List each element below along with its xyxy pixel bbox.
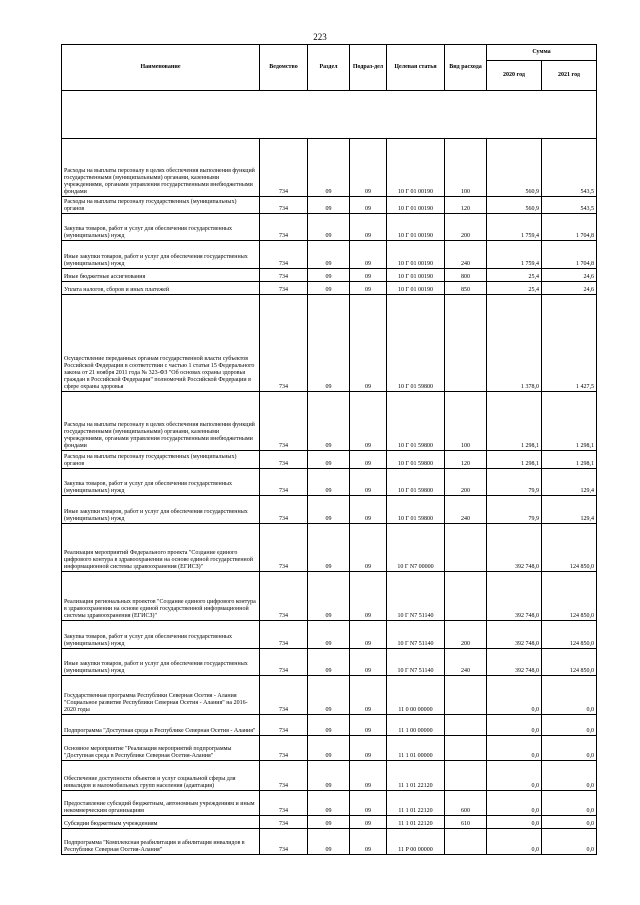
cell-dept: 734: [260, 736, 308, 761]
cell-sub: 09: [350, 736, 387, 761]
cell-name: Обеспечение доступности объектов и услуг социальной сферы для инвалидов и маломобильных групп населения (адаптация): [62, 761, 260, 791]
cell-target: 10 Г N7 51140: [387, 649, 445, 676]
cell-sec: 09: [308, 139, 350, 197]
cell-target: 11 1 01 00000: [387, 736, 445, 761]
cell-name: Подпрограмма "Комплексная реабилитация и абилитация инвалидов в Республике Северная Осетия-Алания": [62, 829, 260, 855]
cell-sec: 09: [308, 572, 350, 621]
cell-sec: 09: [308, 241, 350, 269]
cell-target: 10 Г N7 00000: [387, 524, 445, 572]
cell-target: 11 1 00 00000: [387, 715, 445, 736]
cell-y2021: 129,4: [542, 469, 597, 496]
cell-sub: 09: [350, 295, 387, 392]
cell-dept: 734: [260, 269, 308, 282]
table-body: [62, 139, 597, 855]
cell-dept: 734: [260, 649, 308, 676]
cell-dept: 734: [260, 715, 308, 736]
cell-y2020: 392 748,0: [487, 524, 542, 572]
cell-y2020: 79,9: [487, 496, 542, 524]
cell-type: 600: [445, 791, 487, 816]
cell-name: Осуществление переданных органам государственной власти субъектов Российской Федерации в соответствии с частью 1 статьи 15 Федерального закона от 21 ноября 2011 года № 323-ФЗ "Об основах охраны здоровья граждан в Российской Федерации" полномочий Российской Федерации в сфере охраны здоровья: [62, 295, 260, 392]
cell-sec: 09: [308, 392, 350, 451]
cell-sec: 09: [308, 496, 350, 524]
table-row: [62, 736, 597, 761]
cell-y2020: 1 378,0: [487, 295, 542, 392]
cell-y2021: 124 850,0: [542, 572, 597, 621]
cell-target: 10 Г 01 59800: [387, 469, 445, 496]
cell-sub: 09: [350, 214, 387, 241]
cell-y2021: 0,0: [542, 791, 597, 816]
table-row: [62, 649, 597, 676]
cell-sec: 09: [308, 451, 350, 469]
cell-type: 200: [445, 469, 487, 496]
cell-dept: 734: [260, 829, 308, 855]
cell-target: 10 Г 01 00190: [387, 282, 445, 295]
cell-sub: 09: [350, 829, 387, 855]
cell-target: 10 Г 01 00190: [387, 214, 445, 241]
cell-type: 120: [445, 451, 487, 469]
table-row: [62, 621, 597, 649]
table-row: [62, 816, 597, 829]
cell-sec: 09: [308, 791, 350, 816]
cell-y2021: 1 704,8: [542, 241, 597, 269]
cell-type: 240: [445, 649, 487, 676]
cell-dept: 734: [260, 816, 308, 829]
table-row: [62, 295, 597, 392]
cell-type: [445, 524, 487, 572]
cell-sec: 09: [308, 269, 350, 282]
cell-dept: 734: [260, 197, 308, 214]
cell-sec: 09: [308, 816, 350, 829]
cell-target: 10 Г 01 00190: [387, 139, 445, 197]
cell-name: Уплата налогов, сборов и иных платежей: [62, 282, 260, 295]
cell-sub: 09: [350, 791, 387, 816]
cell-sub: 09: [350, 496, 387, 524]
cell-y2020: 1 298,1: [487, 392, 542, 451]
cell-y2021: 1 427,5: [542, 295, 597, 392]
cell-y2021: 24,6: [542, 269, 597, 282]
cell-sec: 09: [308, 621, 350, 649]
cell-sec: 09: [308, 649, 350, 676]
cell-name: Подпрограмма "Доступная среда в Республике Северная Осетия - Алания": [62, 715, 260, 736]
cell-dept: 734: [260, 451, 308, 469]
cell-target: 11 0 00 00000: [387, 676, 445, 715]
cell-name: Закупка товаров, работ и услуг для обеспечения государственных (муниципальных) нужд: [62, 469, 260, 496]
cell-type: [445, 676, 487, 715]
cell-dept: 734: [260, 392, 308, 451]
cell-y2020: 25,4: [487, 282, 542, 295]
header-target: Целевая статья: [387, 45, 445, 91]
header-year-2021: 2021 год: [542, 61, 597, 91]
cell-name: Иные закупки товаров, работ и услуг для обеспечения государственных (муниципальных) нужд: [62, 496, 260, 524]
cell-dept: 734: [260, 524, 308, 572]
cell-type: [445, 715, 487, 736]
cell-y2020: 0,0: [487, 829, 542, 855]
cell-sub: 09: [350, 649, 387, 676]
cell-y2020: 392 748,0: [487, 572, 542, 621]
cell-sub: 09: [350, 524, 387, 572]
cell-y2021: 0,0: [542, 676, 597, 715]
cell-type: 800: [445, 269, 487, 282]
cell-name: Закупка товаров, работ и услуг для обеспечения государственных (муниципальных) нужд: [62, 621, 260, 649]
cell-target: 10 Г 01 00190: [387, 197, 445, 214]
cell-name: Государственная программа Республики Северная Осетия - Алания "Социальное развитие Республики Северная Осетия - Алания" на 2016-2020 годы: [62, 676, 260, 715]
cell-y2020: 0,0: [487, 761, 542, 791]
cell-sub: 09: [350, 469, 387, 496]
cell-name: Предоставление субсидий бюджетным, автономным учреждениям и иным некоммерческим организациям: [62, 791, 260, 816]
cell-y2021: 0,0: [542, 736, 597, 761]
cell-dept: 734: [260, 572, 308, 621]
cell-y2021: 0,0: [542, 816, 597, 829]
table-row: [62, 241, 597, 269]
spacer-row: [62, 91, 597, 139]
cell-type: 100: [445, 139, 487, 197]
cell-y2021: 0,0: [542, 829, 597, 855]
cell-y2020: 0,0: [487, 676, 542, 715]
cell-name: Закупка товаров, работ и услуг для обеспечения государственных (муниципальных) нужд: [62, 214, 260, 241]
cell-y2020: 1 759,4: [487, 241, 542, 269]
cell-dept: 734: [260, 241, 308, 269]
cell-y2020: 560,9: [487, 197, 542, 214]
cell-y2020: 0,0: [487, 816, 542, 829]
table-row: [62, 829, 597, 855]
cell-sec: 09: [308, 761, 350, 791]
cell-y2020: 0,0: [487, 791, 542, 816]
cell-y2020: 392 748,0: [487, 649, 542, 676]
cell-type: [445, 829, 487, 855]
cell-y2021: 129,4: [542, 496, 597, 524]
cell-sec: 09: [308, 676, 350, 715]
cell-y2020: 25,4: [487, 269, 542, 282]
cell-name: Основное мероприятие "Реализация мероприятий подпрограммы "Доступная среда в Республике Северная Осетия-Алания": [62, 736, 260, 761]
cell-target: 11 1 01 22120: [387, 816, 445, 829]
cell-sub: 09: [350, 451, 387, 469]
cell-sub: 09: [350, 715, 387, 736]
cell-sec: 09: [308, 736, 350, 761]
cell-sec: 09: [308, 524, 350, 572]
header-department: Ведомство: [260, 45, 308, 91]
cell-dept: 734: [260, 139, 308, 197]
table-row: [62, 761, 597, 791]
table-row: [62, 197, 597, 214]
budget-table: [61, 44, 597, 855]
cell-dept: 734: [260, 761, 308, 791]
cell-y2020: 0,0: [487, 736, 542, 761]
cell-y2021: 543,5: [542, 197, 597, 214]
cell-target: 10 Г 01 59800: [387, 451, 445, 469]
cell-type: 120: [445, 197, 487, 214]
cell-sub: 09: [350, 816, 387, 829]
table-row: [62, 282, 597, 295]
cell-type: 850: [445, 282, 487, 295]
cell-name: Иные бюджетные ассигнования: [62, 269, 260, 282]
cell-type: [445, 295, 487, 392]
cell-sub: 09: [350, 676, 387, 715]
page-number: 223: [313, 32, 327, 42]
cell-target: 10 Г N7 51140: [387, 572, 445, 621]
cell-y2021: 543,5: [542, 139, 597, 197]
cell-type: 240: [445, 496, 487, 524]
table-row: [62, 676, 597, 715]
table-row: [62, 791, 597, 816]
table-row: [62, 451, 597, 469]
cell-type: 200: [445, 621, 487, 649]
cell-y2020: 1 298,1: [487, 451, 542, 469]
cell-type: 240: [445, 241, 487, 269]
cell-type: 100: [445, 392, 487, 451]
cell-target: 10 Г 01 59800: [387, 392, 445, 451]
cell-target: 10 Г 01 59800: [387, 295, 445, 392]
header-year-2020: 2020 год: [487, 61, 542, 91]
cell-sec: 09: [308, 214, 350, 241]
cell-target: 10 Г 01 59800: [387, 496, 445, 524]
cell-dept: 734: [260, 496, 308, 524]
cell-name: Иные закупки товаров, работ и услуг для обеспечения государственных (муниципальных) нужд: [62, 649, 260, 676]
cell-sub: 09: [350, 761, 387, 791]
cell-y2021: 124 850,0: [542, 649, 597, 676]
header-section: Раздел: [308, 45, 350, 91]
cell-y2020: 1 759,4: [487, 214, 542, 241]
cell-type: [445, 572, 487, 621]
cell-dept: 734: [260, 676, 308, 715]
cell-target: 11 1 01 22120: [387, 761, 445, 791]
table-row: [62, 139, 597, 197]
cell-dept: 734: [260, 791, 308, 816]
cell-name: Расходы на выплаты персоналу в целях обеспечения выполнения функций государственными (муниципальными) органами, казенными учреждениями, органами управления государственными внебюджетными фондами: [62, 139, 260, 197]
cell-y2021: 124 850,0: [542, 524, 597, 572]
cell-name: Реализация региональных проектов "Создание единого цифрового контура в здравоохранении на основе единой государственной информационной системы здравоохранения (ЕГИСЗ)": [62, 572, 260, 621]
cell-type: 610: [445, 816, 487, 829]
cell-name: Реализация мероприятий Федерального проекта "Создание единого цифрового контура в здравоохранении на основе единой государственной информационной системы здравоохранения (ЕГИСЗ)": [62, 524, 260, 572]
cell-sub: 09: [350, 269, 387, 282]
table-row: [62, 524, 597, 572]
cell-y2020: 560,9: [487, 139, 542, 197]
cell-target: 10 Г 01 00190: [387, 241, 445, 269]
cell-sub: 09: [350, 621, 387, 649]
table-row: [62, 496, 597, 524]
cell-y2021: 1 298,1: [542, 451, 597, 469]
cell-y2020: 79,9: [487, 469, 542, 496]
header-sum: Сумма: [487, 45, 597, 61]
cell-y2021: 0,0: [542, 761, 597, 791]
cell-target: 10 Г 01 00190: [387, 269, 445, 282]
cell-dept: 734: [260, 621, 308, 649]
cell-dept: 734: [260, 282, 308, 295]
table-row: [62, 214, 597, 241]
cell-sub: 09: [350, 197, 387, 214]
table-row: [62, 392, 597, 451]
cell-name: Иные закупки товаров, работ и услуг для обеспечения государственных (муниципальных) нужд: [62, 241, 260, 269]
cell-type: [445, 761, 487, 791]
cell-sub: 09: [350, 282, 387, 295]
table-row: [62, 469, 597, 496]
cell-y2021: 0,0: [542, 715, 597, 736]
cell-name: Расходы на выплаты персоналу в целях обеспечения выполнения функций государственными (муниципальными) органами, казенными учреждениями, органами управления государственными внебюджетными фондами: [62, 392, 260, 451]
cell-sec: 09: [308, 715, 350, 736]
cell-sec: 09: [308, 197, 350, 214]
cell-target: 11 Р 00 00000: [387, 829, 445, 855]
cell-sub: 09: [350, 572, 387, 621]
cell-sub: 09: [350, 392, 387, 451]
table-row: [62, 715, 597, 736]
cell-y2021: 1 704,8: [542, 214, 597, 241]
cell-y2021: 124 850,0: [542, 621, 597, 649]
cell-sec: 09: [308, 469, 350, 496]
cell-sub: 09: [350, 139, 387, 197]
cell-name: Расходы на выплаты персоналу государственных (муниципальных) органов: [62, 451, 260, 469]
cell-sec: 09: [308, 282, 350, 295]
header-subsection: Подраз-дел: [350, 45, 387, 91]
cell-target: 10 Г N7 51140: [387, 621, 445, 649]
cell-name: Расходы на выплаты персоналу государственных (муниципальных) органов: [62, 197, 260, 214]
cell-dept: 734: [260, 214, 308, 241]
table-row: [62, 269, 597, 282]
cell-dept: 734: [260, 469, 308, 496]
cell-y2021: 24,6: [542, 282, 597, 295]
table-row: [62, 572, 597, 621]
cell-type: 200: [445, 214, 487, 241]
cell-y2021: 1 298,1: [542, 392, 597, 451]
cell-sec: 09: [308, 295, 350, 392]
cell-y2020: 392 748,0: [487, 621, 542, 649]
cell-sec: 09: [308, 829, 350, 855]
header-expense-type: Вид расхода: [445, 45, 487, 91]
header-name: Наименование: [62, 45, 260, 91]
cell-target: 11 1 01 22120: [387, 791, 445, 816]
cell-y2020: 0,0: [487, 715, 542, 736]
cell-dept: 734: [260, 295, 308, 392]
cell-sub: 09: [350, 241, 387, 269]
cell-name: Субсидии бюджетным учреждениям: [62, 816, 260, 829]
cell-type: [445, 736, 487, 761]
